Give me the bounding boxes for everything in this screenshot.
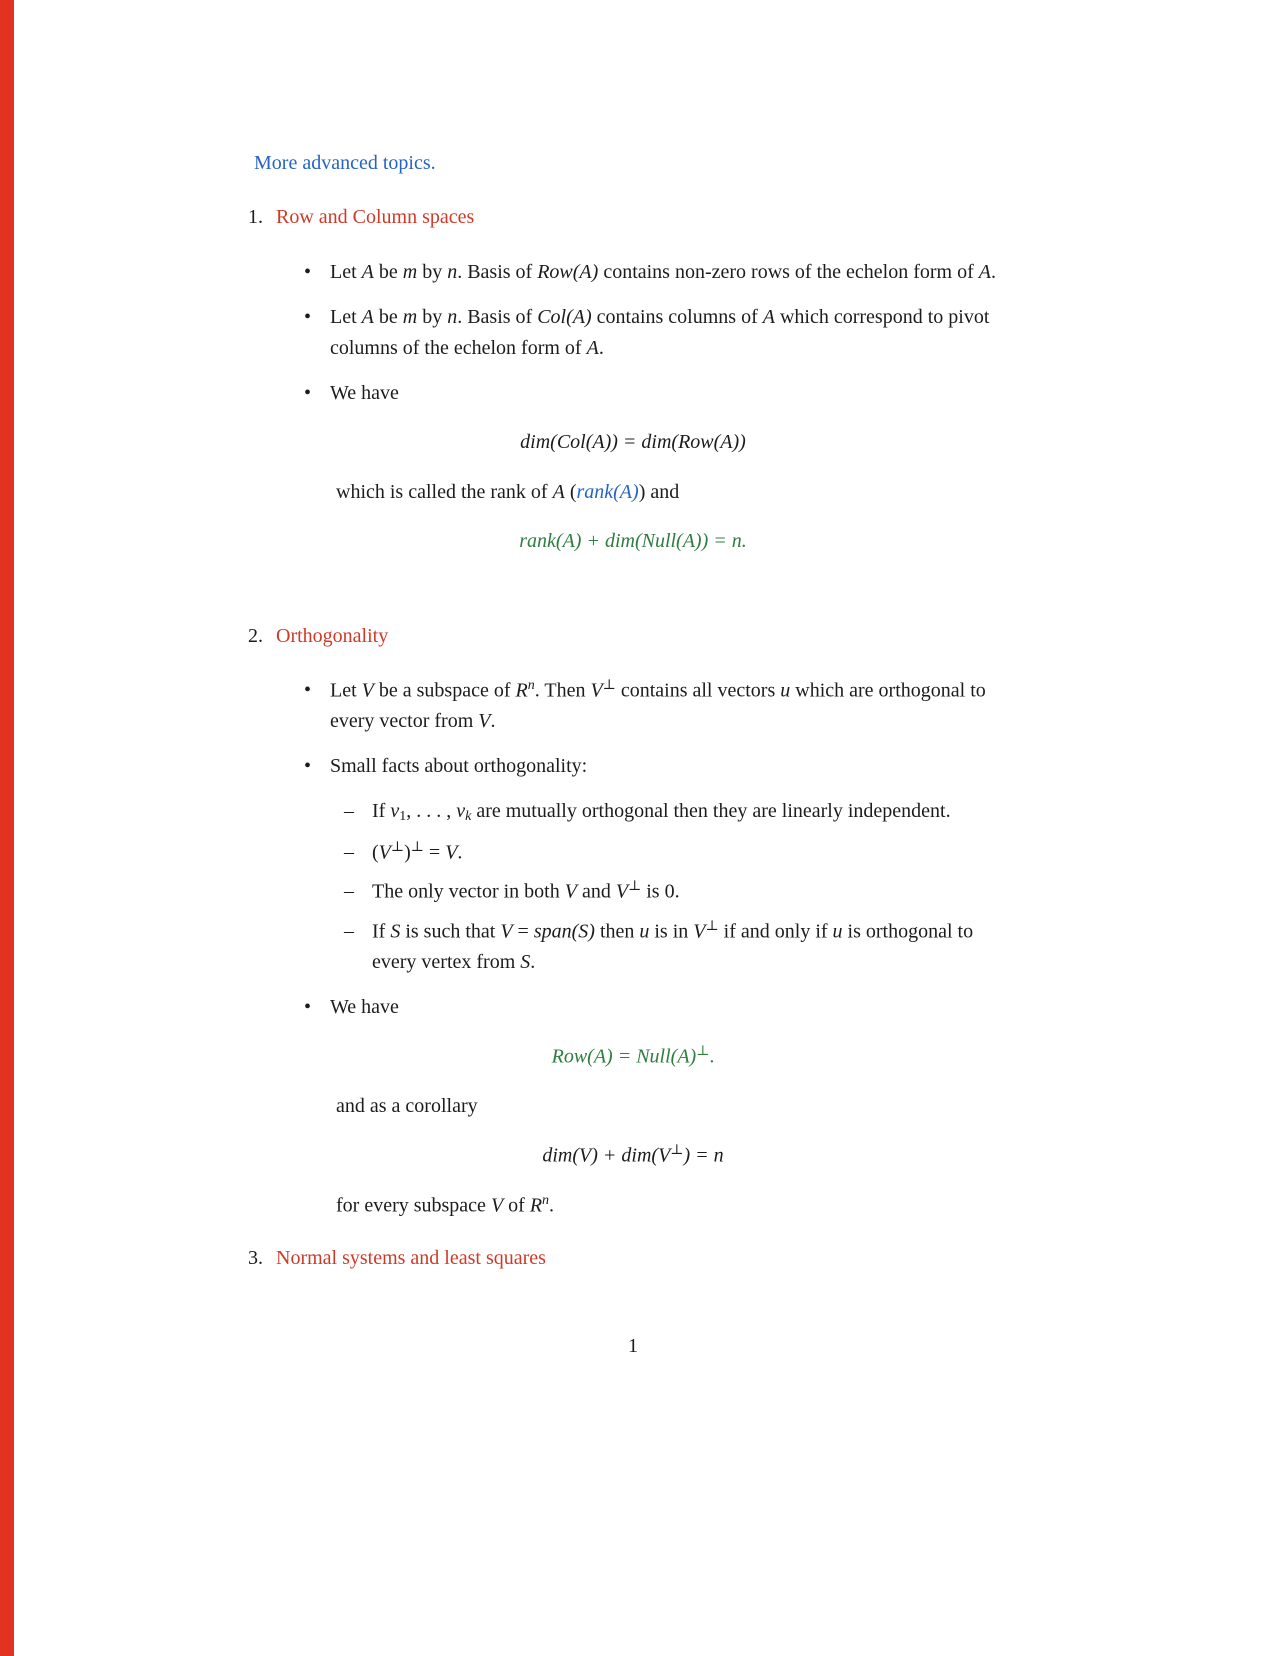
bullet-marker: •	[304, 306, 312, 329]
dash-marker: –	[344, 840, 354, 863]
section-heading: Orthogonality	[276, 624, 389, 647]
dash-text: If $v_1$, . . . , $v_k$ are mutually orthogonal then they are linearly independent.	[372, 800, 951, 825]
dash-text: The only vector in both V and V⊥ is 0.	[372, 879, 680, 903]
document-page	[248, 148, 1018, 1362]
dash-text: If S is such that V = span(S) then u is in V⊥ if and only if u is orthogonal to every vertex from S.	[372, 919, 979, 973]
bullet-marker: •	[304, 996, 312, 1019]
bullet-item	[304, 257, 1018, 287]
dash-text: (V⊥)⊥ = V.	[372, 839, 463, 863]
paragraph-rank-definition: which is called the rank of A (rank(A)) and	[336, 480, 680, 503]
paragraph-corollary: and as a corollary	[336, 1095, 478, 1118]
left-edge-red-bar	[0, 0, 14, 1656]
bullet-text: Small facts about orthogonality:	[330, 754, 588, 777]
dash-marker: –	[344, 920, 354, 942]
section-heading-row	[248, 202, 1018, 232]
paragraph-every-subspace: for every subspace V of $R^n$.	[336, 1193, 555, 1217]
bullet-text: We have	[330, 996, 399, 1019]
dash-item	[344, 876, 1018, 907]
bullet-marker: •	[304, 754, 312, 777]
section-normal-systems	[248, 1243, 1018, 1273]
section-orthogonality	[248, 621, 1018, 1221]
bullet-text: Let A be m by n. Basis of Col(A) contains columns of A which correspond to pivot columns of the echelon form of A.	[330, 306, 995, 359]
bullet-item	[304, 751, 1018, 781]
bullet-text: Let A be m by n. Basis of Row(A) contains non-zero rows of the echelon form of A.	[330, 260, 996, 283]
bullet-marker: •	[304, 678, 312, 701]
bullet-item	[304, 675, 1018, 736]
section-number: 2.	[248, 624, 263, 647]
equation-dim-col-row: dim(Col(A)) = dim(Row(A))	[520, 431, 746, 454]
bullet-text: We have	[330, 381, 399, 404]
equation-rank-nullity: rank(A) + dim(Null(A)) = n.	[519, 530, 747, 553]
section-heading: Normal systems and least squares	[276, 1246, 546, 1269]
section-heading-row	[248, 1243, 1018, 1273]
page-number: 1	[628, 1335, 638, 1358]
equation-row-null-perp: Row(A) = Null(A)⊥.	[551, 1044, 715, 1068]
bullet-text: Let V be a subspace of $R^n$. Then V⊥ contains all vectors u which are orthogonal to every vector from V.	[330, 677, 991, 732]
bullet-item	[304, 302, 1018, 363]
document-title: More advanced topics.	[254, 152, 436, 174]
dash-item	[344, 837, 1018, 868]
section-number: 3.	[248, 1246, 263, 1269]
bullet-marker: •	[304, 260, 312, 283]
bullet-item	[304, 378, 1018, 408]
dash-marker: –	[344, 800, 354, 823]
section-row-and-column-spaces	[248, 202, 1018, 556]
section-heading-row	[248, 621, 1018, 651]
dash-item	[344, 916, 1018, 977]
bullet-marker: •	[304, 381, 312, 404]
bullet-item	[304, 992, 1018, 1022]
equation-dim-v-perp: dim(V) + dim(V⊥) = n	[542, 1143, 724, 1167]
section-number: 1.	[248, 206, 263, 229]
dash-item	[344, 796, 1018, 827]
dash-marker: –	[344, 880, 354, 903]
section-heading: Row and Column spaces	[276, 206, 475, 229]
